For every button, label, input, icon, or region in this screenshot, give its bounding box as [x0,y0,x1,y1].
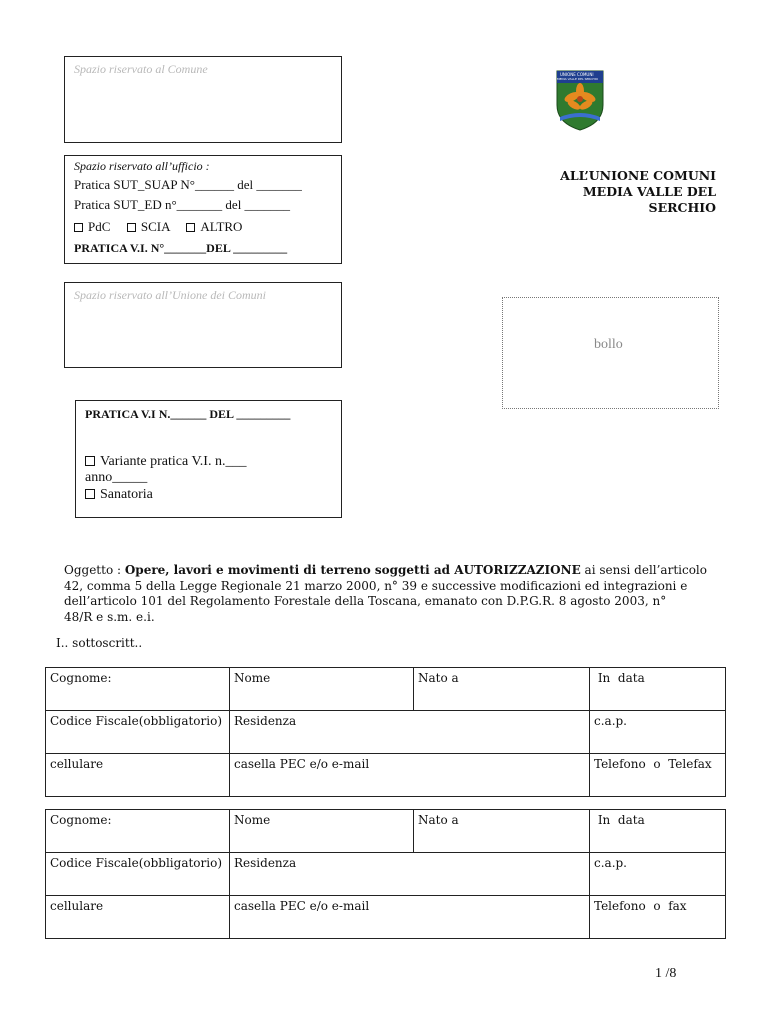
sanatoria-checkbox[interactable] [85,489,95,499]
variante-label: Variante pratica V.I. n.___ [100,454,247,469]
cognome-field[interactable]: Cognome: [46,668,230,711]
variante-line [85,454,246,470]
recipient-block [470,168,716,216]
altro-checkbox[interactable] [186,223,195,232]
table-row [46,668,726,711]
in-data-field[interactable]: In data [590,668,726,711]
unione-reserved-label: Spazio riservato all’Unione dei Comuni [74,288,266,302]
page-number: 1 /8 [655,966,677,981]
table-row [46,896,726,939]
table-row [46,711,726,754]
table-row [46,853,726,896]
sanatoria-label: Sanatoria [100,487,153,502]
cap-field[interactable]: c.a.p. [590,853,726,896]
ufficio-reserved-label: Spazio riservato all’ufficio : [74,159,210,173]
table-row [46,810,726,853]
applicant-table-1 [45,667,726,797]
residenza-field[interactable]: Residenza [230,711,590,754]
scia-label: SCIA [140,219,170,234]
pratica-vi-line: PRATICA V.I. N°_______DEL _________ [74,241,288,255]
checkbox-row [74,219,242,235]
bollo-box [502,297,719,409]
nato-a-field[interactable]: Nato a [414,810,590,853]
telefono-field[interactable]: Telefono o fax [590,896,726,939]
oggetto-line-1-rest: ai sensi dell’articolo [580,563,707,577]
recipient-line-3: SERCHIO [648,200,716,215]
nome-field[interactable]: Nome [230,810,414,853]
logo-text-top: UNIONE COMUNI [560,72,594,77]
in-data-field[interactable]: In data [590,810,726,853]
pratica-vi-box [75,400,342,518]
logo [554,69,606,131]
table-row [46,754,726,797]
oggetto-prefix: Oggetto : [64,563,125,577]
altro-label: ALTRO [200,219,243,234]
residenza-field[interactable]: Residenza [230,853,590,896]
applicant-table-2 [45,809,726,939]
logo-text-bottom: MEDIA VALLE DEL SERCHIO [557,77,598,81]
pdc-checkbox[interactable] [74,223,83,232]
ufficio-reserved-box [64,155,342,264]
bollo-label: bollo [594,337,623,352]
pratica-ed-line: Pratica SUT_ED n°_______ del _______ [74,197,291,212]
oggetto-paragraph [64,563,720,625]
comune-reserved-label: Spazio riservato al Comune [74,62,208,76]
cellulare-field[interactable]: cellulare [46,754,230,797]
pec-email-field[interactable]: casella PEC e/o e-mail [230,754,590,797]
cellulare-field[interactable]: cellulare [46,896,230,939]
codice-fiscale-field[interactable]: Codice Fiscale(obbligatorio) [46,853,230,896]
oggetto-line-2: 42, comma 5 della Legge Regionale 21 marzo 2000, n° 39 e successive modificazioni ed integrazioni e [64,578,688,593]
recipient-line-1: ALL’UNIONE COMUNI [560,168,716,183]
nato-a-field[interactable]: Nato a [414,668,590,711]
sanatoria-line [85,487,153,503]
telefono-field[interactable]: Telefono o Telefax [590,754,726,797]
sottoscritt-label: I.. sottoscritt.. [56,636,143,650]
oggetto-line-1 [64,563,720,579]
pratica-suap-line: Pratica SUT_SUAP N°______ del _______ [74,177,302,192]
cap-field[interactable]: c.a.p. [590,711,726,754]
comune-reserved-box [64,56,342,143]
oggetto-line-4: 48/R e s.m. e.i. [64,609,155,624]
codice-fiscale-field[interactable]: Codice Fiscale(obbligatorio) [46,711,230,754]
pdc-label: PdC [88,219,111,234]
pratica-vi-title: PRATICA V.I N.______ DEL _________ [85,407,291,421]
recipient-line-2: MEDIA VALLE DEL [582,184,716,199]
oggetto-bold: Opere, lavori e movimenti di terreno soggetti ad AUTORIZZAZIONE [124,563,581,577]
nome-field[interactable]: Nome [230,668,414,711]
unione-reserved-box [64,282,342,368]
variante-checkbox[interactable] [85,456,95,466]
oggetto-line-3: dell’articolo 101 del Regolamento Forestale della Toscana, emanato con D.P.G.R. 8 agosto 2003, n° [64,594,667,608]
pec-email-field[interactable]: casella PEC e/o e-mail [230,896,590,939]
scia-checkbox[interactable] [127,223,136,232]
anno-line: anno_____ [85,470,148,485]
cognome-field[interactable]: Cognome: [46,810,230,853]
